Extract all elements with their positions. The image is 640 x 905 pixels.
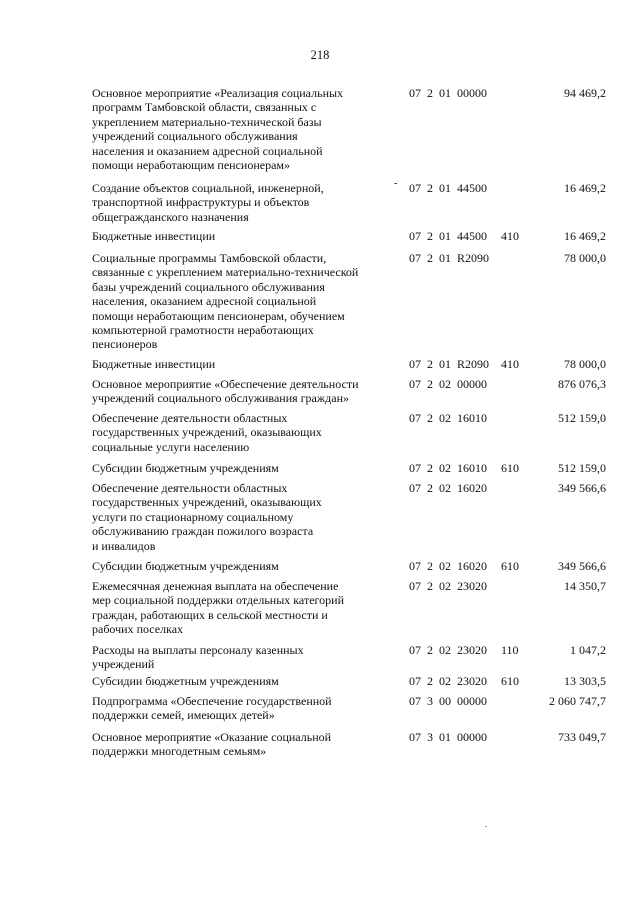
classification-code: 07 3 00 00000 [409,694,487,708]
row-description: Расходы на выплаты персоналу казенных учреждений [92,643,304,672]
classification-code: 07 2 01 R2090 [409,357,490,371]
row-description: Обеспечение деятельности областных государственных учреждений, оказывающих социальные услуги населению [92,411,322,454]
row-description: Субсидии бюджетным учреждениям [92,559,279,573]
amount: 512 159,0 [558,411,606,425]
amount: 14 350,7 [564,579,606,593]
expense-type-code: 610 [501,461,519,475]
expense-type-code: 610 [501,559,519,573]
amount: 349 566,6 [558,481,606,495]
row-description: Подпрограмма «Обеспечение государственной поддержки семей, имеющих детей» [92,694,332,723]
classification-code: 07 2 01 44500 [409,229,487,243]
classification-code: 07 2 01 R2090 [409,251,490,265]
expense-type-code: 610 [501,674,519,688]
classification-code: 07 2 02 23020 [409,674,487,688]
row-description: Социальные программы Тамбовской области, связанные с укреплением материально-технической базы учреждений социального обслуживания населения, оказанием адресной социальной помощи неработающим пенсионерам, обучением компьютерной грамотности неработающих пенсионеров [92,251,359,352]
amount: 13 303,5 [564,674,606,688]
classification-code: 07 3 01 00000 [409,730,487,744]
classification-code: 07 2 02 23020 [409,579,487,593]
amount: 1 047,2 [570,643,606,657]
expense-type-code: 410 [501,357,519,371]
classification-code: 07 2 02 23020 [409,643,487,657]
page-number: 218 [310,48,330,62]
expense-type-code: 110 [501,643,519,657]
amount: 78 000,0 [564,251,606,265]
row-description: Создание объектов социальной, инженерной, транспортной инфраструктуры и объектов общегражданского назначения [92,181,324,224]
classification-code: 07 2 02 16010 [409,461,487,475]
expense-type-code: 410 [501,229,519,243]
classification-code: 07 2 01 44500 [409,181,487,195]
scan-speck [485,826,487,827]
classification-code: 07 2 02 16020 [409,481,487,495]
row-description: Основное мероприятие «Оказание социальной поддержки многодетным семьям» [92,730,332,759]
amount: 94 469,2 [564,86,606,100]
amount: 349 566,6 [558,559,606,573]
margin-mark: - [394,178,398,189]
row-description: Бюджетные инвестиции [92,357,216,371]
row-description: Основное мероприятие «Обеспечение деятельности учреждений социального обслуживания граждан» [92,377,359,406]
row-description: Обеспечение деятельности областных государственных учреждений, оказывающих услуги по стационарному социальному обслуживанию граждан пожилого возраста и инвалидов [92,481,322,553]
amount: 16 469,2 [564,229,606,243]
amount: 512 159,0 [558,461,606,475]
classification-code: 07 2 02 16010 [409,411,487,425]
classification-code: 07 2 01 00000 [409,86,487,100]
amount: 2 060 747,7 [549,694,606,708]
classification-code: 07 2 02 00000 [409,377,487,391]
row-description: Основное мероприятие «Реализация социальных программ Тамбовской области, связанных с укреплением материально-технической базы учреждений социального обслуживания населения и оказанием адресной социальной помощи неработающим пенсионерам» [92,86,344,173]
row-description: Субсидии бюджетным учреждениям [92,674,279,688]
row-description: Ежемесячная денежная выплата на обеспечение мер социальной поддержки отдельных категорий граждан, работающих в сельской местности и рабочих поселках [92,579,344,637]
amount: 876 076,3 [558,377,606,391]
amount: 78 000,0 [564,357,606,371]
amount: 16 469,2 [564,181,606,195]
classification-code: 07 2 02 16020 [409,559,487,573]
amount: 733 049,7 [558,730,606,744]
row-description: Субсидии бюджетным учреждениям [92,461,279,475]
row-description: Бюджетные инвестиции [92,229,216,243]
